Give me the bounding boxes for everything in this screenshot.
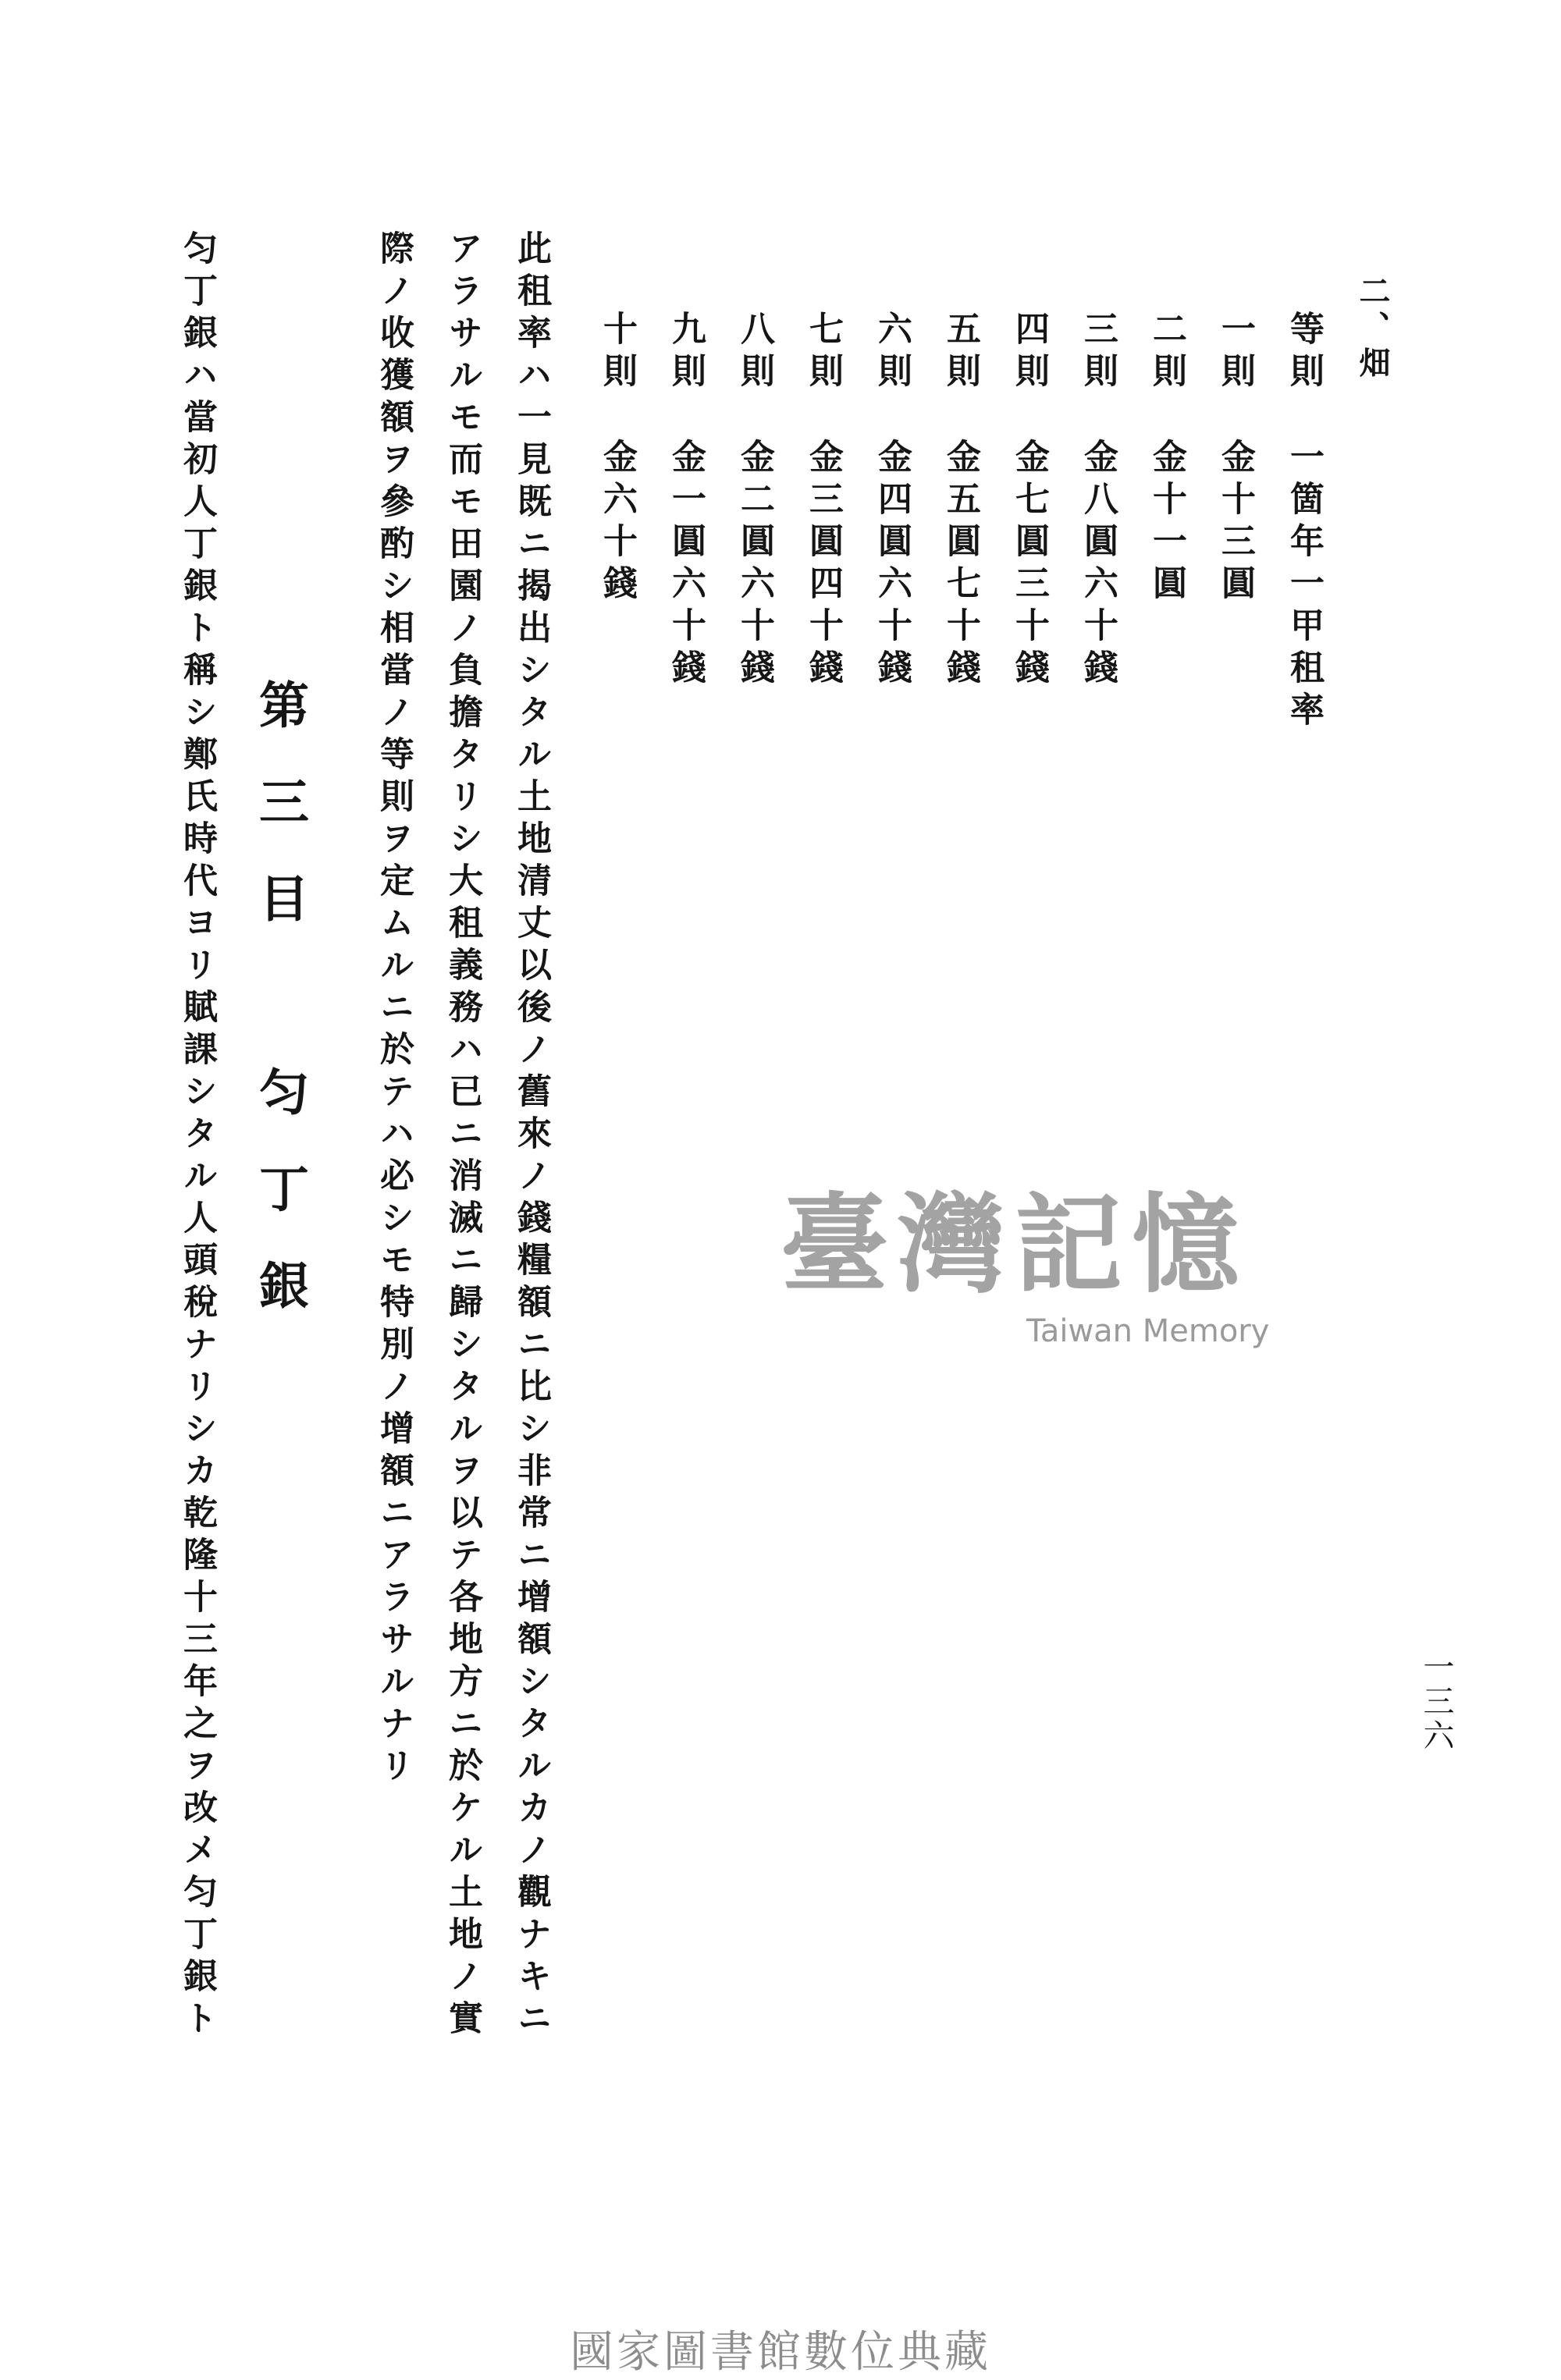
- paragraph-1-line-2: アラサルモ而モ田園ノ負擔タリシ大租義務ハ已ニ消滅ニ歸シタルヲ以テ各地方ニ於ケル土地ノ實: [443, 230, 482, 2042]
- paragraph-2-line-1: 匀丁銀ハ當初人丁銀ト稱シ鄭氏時代ヨリ賦課シタル人頭稅ナリシカ乾隆十三年之ヲ改メ匀丁銀ト: [177, 230, 217, 2042]
- table-row-rate: 金二圓六十錢: [734, 439, 774, 691]
- table-row-rate: 金六十錢: [597, 439, 637, 607]
- table-row-grade: 四則: [1009, 311, 1049, 395]
- table-row-rate: 金四圓六十錢: [872, 439, 912, 691]
- paragraph-1-line-1: 此租率ハ一見既ニ揭出シタル土地清丈以後ノ舊來ノ錢糧額ニ比シ非常ニ增額シタルカノ觀ナキニ: [511, 230, 551, 2042]
- paragraph-1-line-3: 際ノ收獲額ヲ參酌シ相當ノ等則ヲ定ムルニ於テハ必シモ特別ノ增額ニアラサルナリ: [374, 230, 414, 1789]
- table-row-grade: 七則: [803, 311, 843, 395]
- table-row-rate: 金一圓六十錢: [666, 439, 706, 691]
- table-row-grade: 六則: [872, 311, 912, 395]
- taiwan-memory-watermark: [780, 1182, 1311, 1385]
- table-row-rate: 金三圓四十錢: [803, 439, 843, 691]
- footer-collection-label: 國家圖書館數位典藏: [570, 2327, 991, 2378]
- watermark-subtitle: Taiwan Memory: [1026, 1313, 1270, 1349]
- table-header-rate: 一箇年一甲租率: [1284, 439, 1324, 734]
- watermark-title: 臺灣記憶: [780, 1181, 1250, 1308]
- table-row-grade: 八則: [734, 311, 774, 395]
- table-row-rate: 金十一圓: [1147, 439, 1186, 607]
- table-row-rate: 金七圓三十錢: [1009, 439, 1049, 691]
- table-row-grade: 三則: [1078, 311, 1118, 395]
- table-row-rate: 金五圓七十錢: [941, 439, 980, 691]
- table-row-rate: 金十三圓: [1215, 439, 1255, 607]
- table-header-grade: 等則: [1284, 311, 1324, 395]
- table-row-grade: 五則: [941, 311, 980, 395]
- page-number: 一三六: [1418, 1650, 1454, 1753]
- section-title: 二、畑: [1354, 275, 1391, 382]
- table-row-grade: 九則: [666, 311, 706, 395]
- table-row-grade: 二則: [1147, 311, 1186, 395]
- heading-third-section: 第三目 匀丁銀: [251, 679, 309, 1356]
- table-row-rate: 金八圓六十錢: [1078, 439, 1118, 691]
- table-row-grade: 十則: [597, 311, 637, 395]
- table-row-grade: 一則: [1215, 311, 1255, 395]
